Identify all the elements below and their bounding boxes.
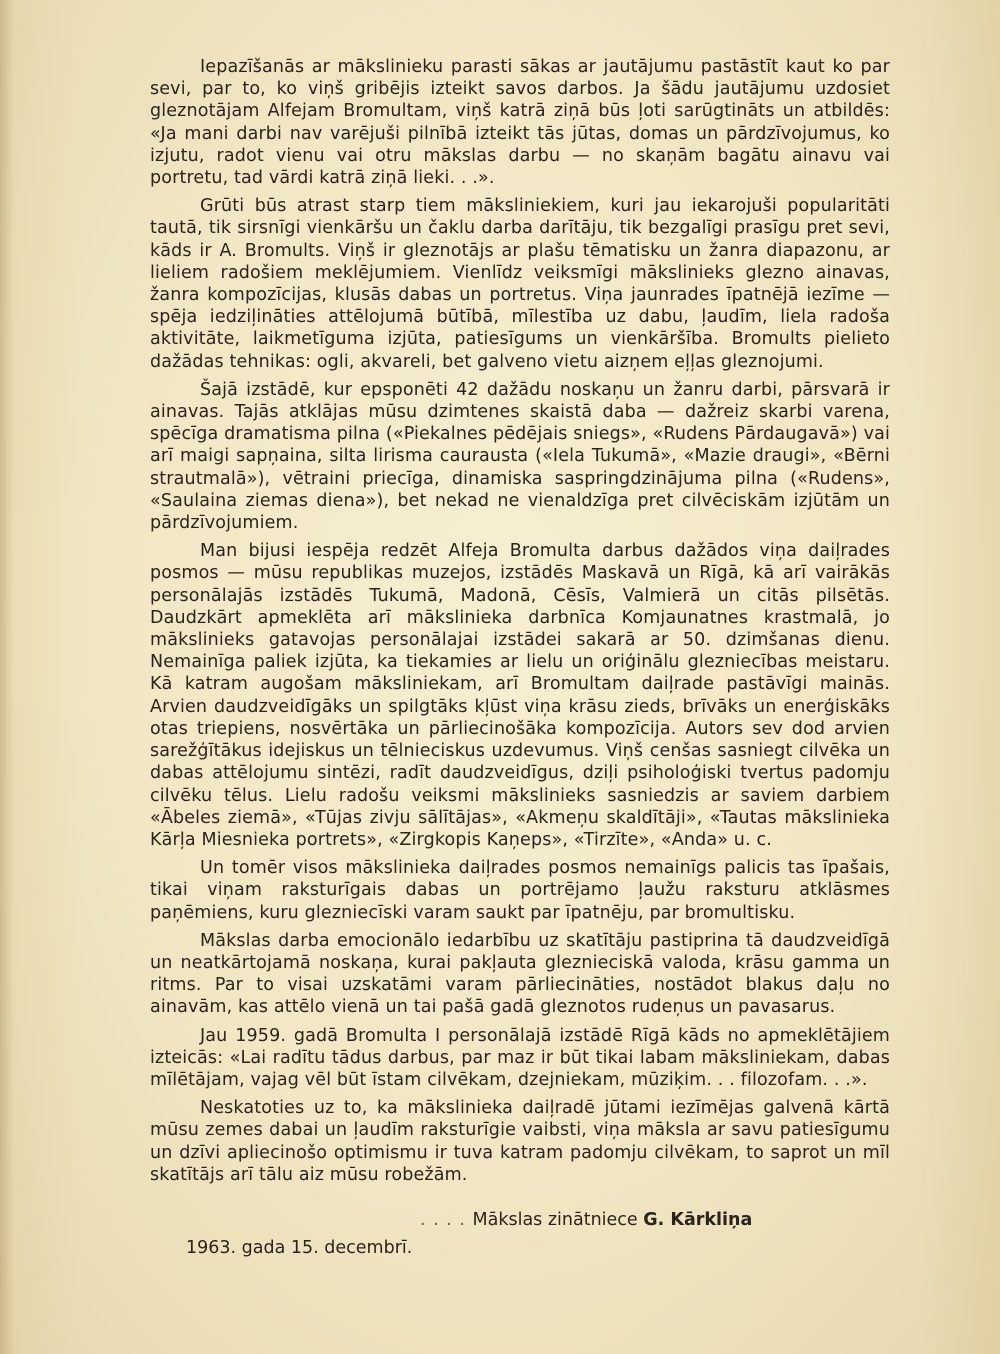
paragraph-exhibition: Šajā izstādē, kur epsponēti 42 dažādu noskaņu un žanru darbi, pārsvarā ir ainavas. Tajās atklājas mūsu dzimtenes skaistā daba — dažreiz skarbi varena, spēcīga dramatisma pilna («Piekalnes pēdējais sniegs», «Rudens Pārdaugavā») vai arī maigi sapņaina, silta lirisma caurausta («Iela Tukumā», «Mazie draugi», «Bērni strautmalā»), vētraini priecīga, dinamiska saspringdzinājuma pilna («Rudens», «Saulaina ziemas diena»), bet nekad ne vienaldzīga pret cilvēciskām izjūtām un pārdzīvojumiem. [150, 379, 890, 534]
signature-leader-dots: . . . . [420, 1210, 473, 1230]
paragraph-career: Man bijusi iespēja redzēt Alfeja Bromulta darbus dažādos viņa daiļrades posmos — mūsu republikas muzejos, izstādēs Maskavā un Rīgā, kā arī vairākās personālajās izstādēs Tukumā, Madonā, Cēsīs, Valmierā un citās pilsētās. Daudzkārt apmeklēta arī mākslinieka darbnīca Komjaunatnes krastmalā, jo mākslinieks gatavojas personālajai izstādei sakarā ar 50. dzimšanas dienu. Nemainīga paliek izjūta, ka tiekamies ar lielu un oriģinālu glezniecības meistaru. Kā katram augošam māksliniekam, arī Bromultam daiļrade pastāvīgi mainās. Arvien daudzveidīgāks un spilgtāks kļūst viņa krāsu zieds, brīvāks un enerģiskāks otas triepiens, nosvērtāka un pārliecinošāka kompozīcija. Autors sev dod arvien sarežģītākus idejiskus un tēlnieciskus uzdevumus. Viņš cenšas sasniegt cilvēka un dabas attēlojumu sintēzi, radīt daudzveidīgus, dziļi psiholoģiski tvertus padomju cilvēku tēlus. Lielu radošu veiksmi mākslinieks sasniedzis ar saviem darbiem «Ābeles ziemā», «Tūjas zivju sālītājas», «Akmeņu skaldītāji», «Tautas mākslinieka Kārļa Miesnieka portrets», «Zirgkopis Kaņeps», «Tirzīte», «Anda» u. c. [150, 541, 890, 850]
paragraph-quote-1959: Jau 1959. gadā Bromulta I personālajā izstādē Rīgā kāds no apmeklētājiem izteicās: «Lai radītu tādus darbus, par maz ir būt tikai labam māksliniekam, dabas mīlētājam, vajag vēl būt īstam cilvēkam, dzejniekam, mūziķim. . . filozofam. . .». [150, 1025, 890, 1090]
paragraph-conclusion: Neskatoties uz to, ka mākslinieka daiļradē jūtami iezīmējas galvenā kārtā mūsu zemes dabai un ļaudīm raksturīgie vaibsti, viņa māksla ar savu patiesīgumu un dzīvi apliecinošo optimismu ir tuva katram padomju cilvēkam, to saprot un mīl skatītājs arī tālu aiz mūsu robežām. [150, 1098, 890, 1185]
signature-name: G. Kārkliņa [643, 1210, 753, 1230]
signature-title: Mākslas zinātniece [472, 1210, 638, 1230]
signature-line [420, 1209, 752, 1231]
paragraph-emotion: Mākslas darba emocionālo iedarbību uz skatītāju pastiprina tā daudzveidīgā un neatkārtojamā noskaņa, kurai pakļauta gleznieciskā valoda, krāsu gamma un ritms. Par to visai uzskatāmi varam pārliecināties, nostādot blakus daļu no ainavām, kas attēlo vienā un tai pašā gadā gleznotos rudeņus un pavasarus. [150, 930, 890, 1018]
paragraph-artist-character: Grūti būs atrast starp tiem māksliniekiem, kuri jau iekarojuši popularitāti tautā, tik sirsnīgi vienkāršu un čaklu darba darītāju, tik bezgalīgi prasīgu pret sevi, kāds ir A. Bromults. Viņš ir gleznotājs ar plašu tēmatisku un žanra diapazonu, ar lieliem radošiem meklējumiem. Vienlīdz veiksmīgi mākslinieks glezno ainavas, žanra kompozīcijas, klusās dabas un portretus. Viņa jaunrades īpatnējā iezīme — spēja iedziļināties attēlojumā būtībā, mīlestība uz dabu, ļaudīm, liela radoša aktivitāte, laikmetīguma izjūta, patiesīgums un vienkāršība. Bromults pielieto dažādas tehnikas: ogli, akvareli, bet galveno vietu aizņem eļļas gleznojumi. [150, 196, 890, 372]
document-date: 1963. gada 15. decembrī. [186, 1238, 413, 1258]
paragraph-style: Un tomēr visos mākslinieka daiļrades posmos nemainīgs palicis tas īpašais, tikai viņam raksturīgais dabas un portrējamo ļaužu raksturu atklāsmes paņēmiens, kuru glezniecīski varam saukt par īpatnēju, par bromultisku. [150, 858, 890, 923]
article-body [150, 56, 890, 1192]
paper-edge-stain [0, 0, 14, 1354]
paragraph-intro: Iepazīšanās ar mākslinieku parasti sākas ar jautājumu pastāstīt kaut ko par sevi, par to, ko viņš gribējis izteikt savos darbos. Ja šādu jautājumu uzdosiet gleznotājam Alfejam Bromultam, viņš katrā ziņā būs ļoti sarūgtināts un atbildēs: «Ja mani darbi nav varējuši pilnībā izteikt tās jūtas, domas un pārdzīvojumus, ko izjutu, radot vienu vai otru mākslas darbu — no skaņām bagātu ainavu vai portretu, tad vārdi katrā ziņā lieki. . .». [150, 57, 890, 189]
